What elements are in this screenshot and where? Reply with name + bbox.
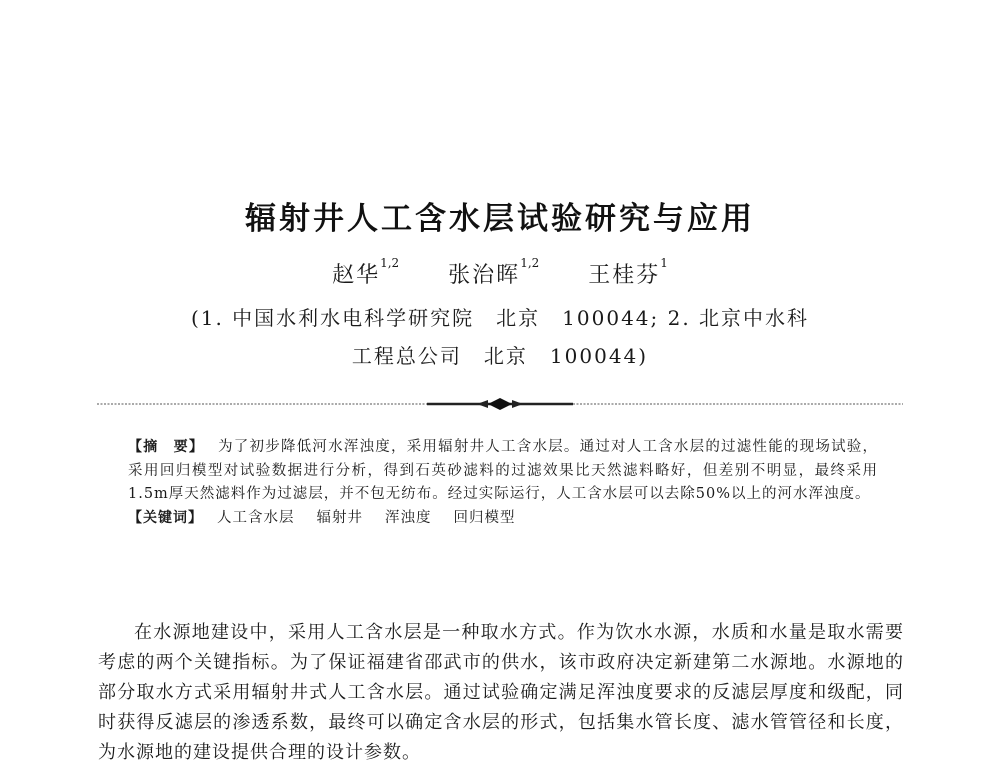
body-paragraph: 在水源地建设中，采用人工含水层是一种取水方式。作为饮水水源，水质和水量是取水需要考虑的两个关键指标。为了保证福建省邵武市的供水，该市政府决定新建第二水源地。水源地的部分取水方式采用辐射井式人工含水层。通过试验确定满足浑浊度要求的反滤层厚度和级配，同时获得反滤层的渗透系数，最终可以确定含水层的形式，包括集水管长度、滤水管管径和长度，为水源地的建设提供合理的设计参数。 xyxy=(98,622,904,763)
divider-diamond-icon xyxy=(488,398,512,410)
author-list xyxy=(0,258,1000,289)
author xyxy=(588,258,668,289)
keyword: 回归模型 xyxy=(453,509,516,526)
author-affiliation-mark: 1,2 xyxy=(520,256,540,270)
author xyxy=(448,258,539,289)
divider-left-arrow-icon xyxy=(477,400,488,408)
divider-right-arrow-icon xyxy=(512,400,523,408)
affiliation-line-1: (1. 中国水利水电科学研究院 北京 100044; 2. 北京中水科 xyxy=(190,306,810,330)
keyword: 辐射井 xyxy=(316,509,363,526)
abstract-text: 为了初步降低河水浑浊度，采用辐射井人工含水层。通过对人工含水层的过滤性能的现场试验，采用回归模型对试验数据进行分析，得到石英砂滤料的过滤效果比天然滤料略好，但差别不明显，最终采用1.5m厚天然滤料作为过滤层，并不包无纺布。经过实际运行，人工含水层可以去除50%以上的河水浑浊度。 xyxy=(128,439,879,502)
author-name: 张治晖 xyxy=(448,263,521,288)
author-affiliation-mark: 1 xyxy=(660,256,668,270)
author-name: 王桂芬 xyxy=(588,263,661,288)
abstract-block xyxy=(128,436,878,530)
keyword: 人工含水层 xyxy=(217,509,295,526)
keywords-label: 【关键词】 xyxy=(128,509,203,526)
ornamental-divider xyxy=(97,394,903,414)
paper-title: 辐射井人工含水层试验研究与应用 xyxy=(245,201,755,237)
author-name: 赵华 xyxy=(332,263,381,288)
author xyxy=(332,258,399,289)
keywords-line xyxy=(128,507,878,531)
abstract-label: 【摘 要】 xyxy=(128,439,205,455)
abstract-paragraph xyxy=(128,436,878,507)
author-affiliation-mark: 1,2 xyxy=(380,256,400,270)
keyword: 浑浊度 xyxy=(385,509,432,526)
affiliation-line-2: 工程总公司 北京 100044) xyxy=(351,344,649,368)
body-section xyxy=(98,618,904,768)
